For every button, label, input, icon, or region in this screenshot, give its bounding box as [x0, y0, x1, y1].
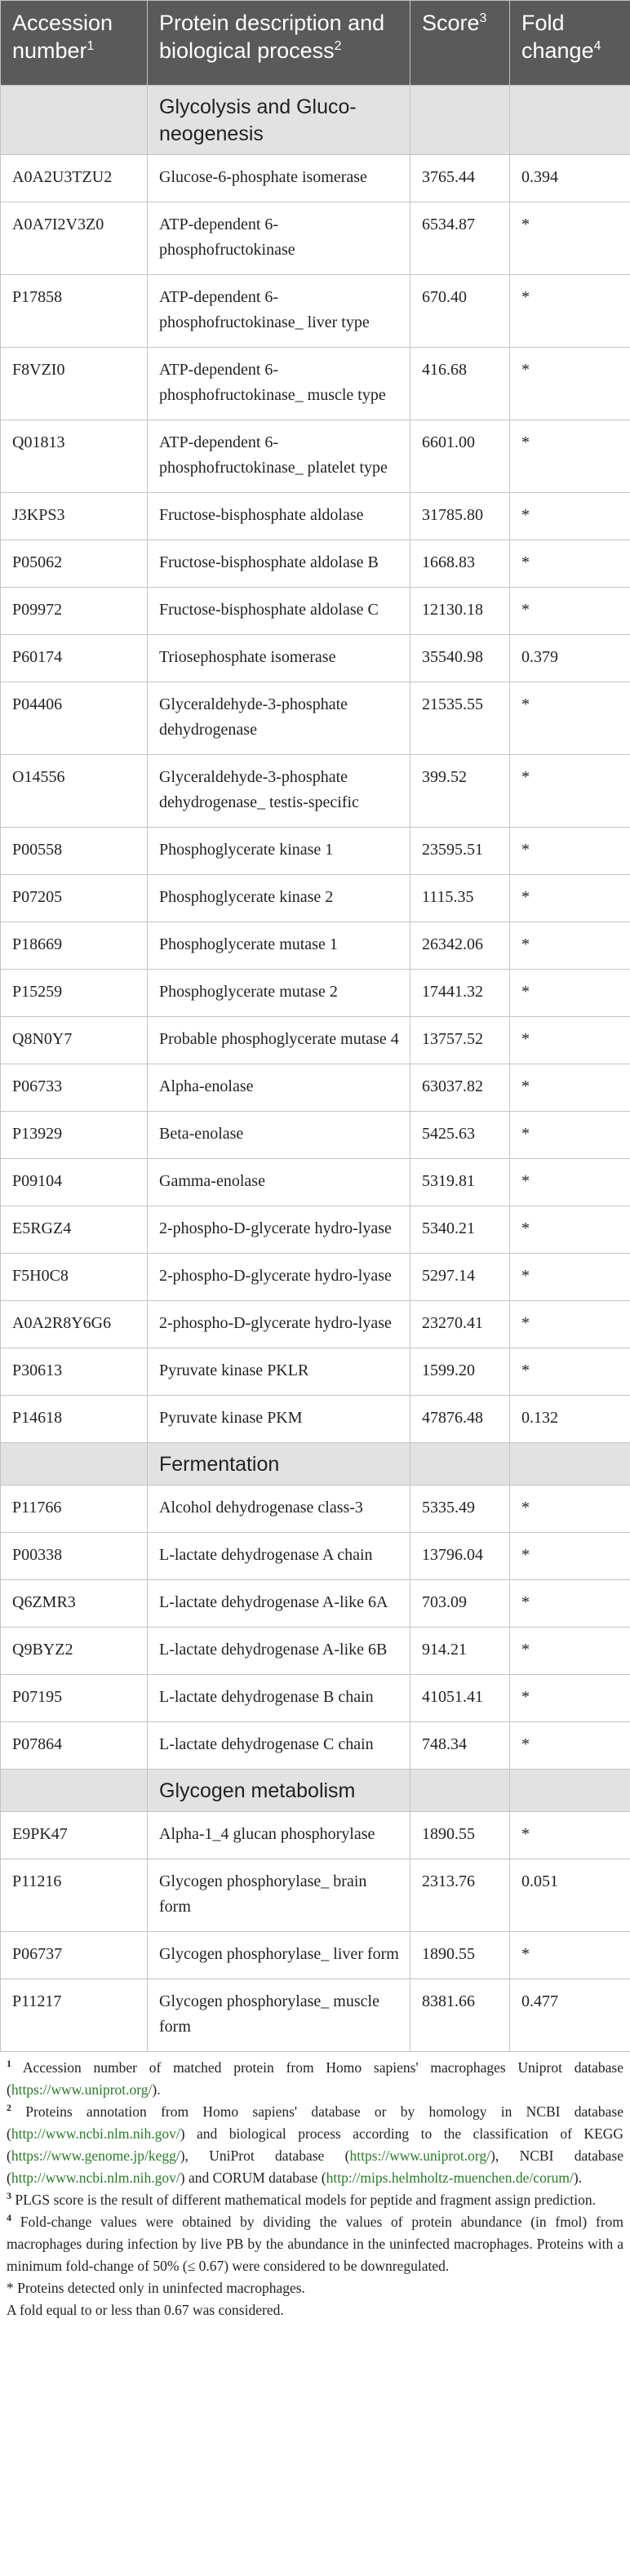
accession-cell: O14556 [1, 755, 148, 828]
accession-cell: P30613 [1, 1348, 148, 1396]
table-row [1, 1064, 630, 1112]
header-accession-label: Accession number [12, 11, 113, 63]
fold-change-cell: * [510, 1486, 630, 1533]
accession-cell: P11217 [1, 1979, 148, 2052]
section-title: Fermentation [148, 1443, 410, 1486]
table-row [1, 202, 630, 275]
fold-change-cell: * [510, 275, 630, 348]
accession-cell: J3KPS3 [1, 493, 148, 540]
ncbi-link[interactable]: http://www.ncbi.nlm.nih.gov/ [11, 2170, 180, 2186]
accession-cell: P60174 [1, 635, 148, 682]
fold-change-cell: * [510, 1206, 630, 1254]
table-row [1, 970, 630, 1017]
protein-description-cell: Glyceraldehyde-3-phosphate dehydrogenase [148, 682, 410, 755]
footnote-text: A fold equal to or less than 0.67 was considered. [7, 2302, 284, 2318]
table-row [1, 420, 630, 493]
protein-description-cell: Glyceraldehyde-3-phosphate dehydrogenase_ testis-specific [148, 755, 410, 828]
table-row [1, 1017, 630, 1064]
table-row [1, 1254, 630, 1301]
table-row [1, 588, 630, 635]
fold-change-cell: * [510, 1580, 630, 1628]
table-row [1, 540, 630, 588]
table-row [1, 1932, 630, 1979]
footnote-text: ). [573, 2170, 583, 2186]
section-empty-cell [1, 86, 148, 155]
table-row [1, 1486, 630, 1533]
accession-cell: P11216 [1, 1859, 148, 1932]
footnote-1 [7, 2057, 623, 2101]
score-cell: 1890.55 [410, 1932, 510, 1979]
accession-cell: P09972 [1, 588, 148, 635]
score-cell: 23270.41 [410, 1301, 510, 1348]
protein-description-cell: L-lactate dehydrogenase C chain [148, 1722, 410, 1770]
table-row [1, 1206, 630, 1254]
fold-change-cell: * [510, 755, 630, 828]
accession-cell: E9PK47 [1, 1812, 148, 1859]
fold-change-cell: * [510, 1628, 630, 1675]
accession-cell: P15259 [1, 970, 148, 1017]
protein-description-cell: Pyruvate kinase PKLR [148, 1348, 410, 1396]
fold-change-cell: * [510, 1533, 630, 1580]
section-empty-cell [410, 86, 510, 155]
footnote-text: ) and biological process according to the classification of KEGG ( [7, 2125, 623, 2164]
footnote-text: ) and CORUM database ( [180, 2170, 326, 2186]
accession-cell: P14618 [1, 1396, 148, 1443]
protein-description-cell: L-lactate dehydrogenase A-like 6B [148, 1628, 410, 1675]
fold-change-cell: * [510, 1675, 630, 1722]
fold-change-cell: * [510, 922, 630, 970]
protein-description-cell: ATP-dependent 6-phosphofructokinase_ platelet type [148, 420, 410, 493]
protein-description-cell: Alpha-1_4 glucan phosphorylase [148, 1812, 410, 1859]
header-score-label: Score [422, 11, 480, 35]
table-row [1, 1159, 630, 1206]
accession-cell: A0A2U3TZU2 [1, 155, 148, 202]
accession-cell: Q6ZMR3 [1, 1580, 148, 1628]
ncbi-link[interactable]: http://www.ncbi.nlm.nih.gov/ [11, 2125, 180, 2142]
score-cell: 17441.32 [410, 970, 510, 1017]
protein-description-cell: ATP-dependent 6-phosphofructokinase_ muscle type [148, 348, 410, 420]
table-row [1, 275, 630, 348]
score-cell: 41051.41 [410, 1675, 510, 1722]
footnote-ref-4: 4 [593, 39, 601, 53]
header-fold-label: Fold change [521, 11, 594, 63]
score-cell: 5319.81 [410, 1159, 510, 1206]
fold-change-cell: * [510, 1301, 630, 1348]
accession-cell: P11766 [1, 1486, 148, 1533]
protein-description-cell: Fructose-bisphosphate aldolase C [148, 588, 410, 635]
score-cell: 3765.44 [410, 155, 510, 202]
footnote-4 [7, 2211, 623, 2277]
score-cell: 748.34 [410, 1722, 510, 1770]
accession-cell: A0A7I2V3Z0 [1, 202, 148, 275]
fold-change-cell: 0.132 [510, 1396, 630, 1443]
accession-cell: P07864 [1, 1722, 148, 1770]
accession-cell: P05062 [1, 540, 148, 588]
table-row [1, 755, 630, 828]
footnote-text: Proteins annotation from Homo sapiens' database or by homology in NCBI database ( [7, 2103, 623, 2142]
score-cell: 5297.14 [410, 1254, 510, 1301]
footnote-ref-2: 2 [334, 39, 342, 53]
footnote-fold-threshold [7, 2299, 623, 2321]
accession-cell: P07205 [1, 875, 148, 922]
table-row [1, 1301, 630, 1348]
fold-change-cell: * [510, 1017, 630, 1064]
section-title: Glycogen metabolism [148, 1770, 410, 1812]
footnote-text: ). [152, 2081, 161, 2098]
table-row [1, 1979, 630, 2052]
score-cell: 23595.51 [410, 828, 510, 875]
footnote-text: * Proteins detected only in uninfected macrophages. [7, 2280, 305, 2296]
header-fold [510, 1, 630, 86]
score-cell: 1115.35 [410, 875, 510, 922]
fold-change-cell: * [510, 1064, 630, 1112]
footnote-marker: 1 [7, 2058, 11, 2070]
footnote-marker: 3 [7, 2190, 11, 2202]
footnote-ref-3: 3 [479, 11, 487, 25]
accession-cell: P09104 [1, 1159, 148, 1206]
protein-description-cell: Phosphoglycerate kinase 2 [148, 875, 410, 922]
footnote-marker: 2 [7, 2102, 11, 2114]
section-empty-cell [410, 1770, 510, 1812]
table-row [1, 1112, 630, 1159]
table-header [1, 1, 630, 86]
protein-description-cell: Alpha-enolase [148, 1064, 410, 1112]
footnote-asterisk [7, 2277, 623, 2299]
table-row [1, 635, 630, 682]
accession-cell: P17858 [1, 275, 148, 348]
footnote-text: Fold-change values were obtained by dividing the values of protein abundance (in fmol) from macrophages during infection by live PB by the abundance in the uninfected macrophages. Proteins with a minimum fold-change of 50% (≤ 0.67) were considered to be downregulated. [7, 2214, 624, 2274]
table-row [1, 875, 630, 922]
section-header-row [1, 1770, 630, 1812]
table-body [1, 86, 630, 2052]
fold-change-cell: * [510, 1159, 630, 1206]
accession-cell: P06737 [1, 1932, 148, 1979]
protein-description-cell: Glycogen phosphorylase_ brain form [148, 1859, 410, 1932]
protein-description-cell: L-lactate dehydrogenase A-like 6A [148, 1580, 410, 1628]
score-cell: 26342.06 [410, 922, 510, 970]
fold-change-cell: * [510, 682, 630, 755]
table-row [1, 348, 630, 420]
table-row [1, 1675, 630, 1722]
footnote-text: ), NCBI database ( [7, 2147, 623, 2186]
accession-cell: Q01813 [1, 420, 148, 493]
fold-change-cell: * [510, 1112, 630, 1159]
protein-description-cell: L-lactate dehydrogenase B chain [148, 1675, 410, 1722]
fold-change-cell: 0.379 [510, 635, 630, 682]
accession-cell: Q8N0Y7 [1, 1017, 148, 1064]
table-row [1, 1580, 630, 1628]
kegg-link[interactable]: https://www.genome.jp/kegg/ [11, 2147, 180, 2164]
score-cell: 12130.18 [410, 588, 510, 635]
protein-description-cell: ATP-dependent 6-phosphofructokinase_ liver type [148, 275, 410, 348]
score-cell: 6601.00 [410, 420, 510, 493]
protein-description-cell: Glucose-6-phosphate isomerase [148, 155, 410, 202]
protein-description-cell: Phosphoglycerate mutase 1 [148, 922, 410, 970]
protein-description-cell: Glycogen phosphorylase_ muscle form [148, 1979, 410, 2052]
score-cell: 1668.83 [410, 540, 510, 588]
score-cell: 21535.55 [410, 682, 510, 755]
footnote-text: PLGS score is the result of different mathematical models for peptide and fragment assign prediction. [15, 2192, 597, 2208]
accession-cell: P07195 [1, 1675, 148, 1722]
fold-change-cell: * [510, 1932, 630, 1979]
protein-description-cell: ATP-dependent 6-phosphofructokinase [148, 202, 410, 275]
score-cell: 31785.80 [410, 493, 510, 540]
section-empty-cell [1, 1443, 148, 1486]
protein-description-cell: Probable phosphoglycerate mutase 4 [148, 1017, 410, 1064]
accession-cell: F8VZI0 [1, 348, 148, 420]
protein-description-cell: Fructose-bisphosphate aldolase B [148, 540, 410, 588]
accession-cell: P04406 [1, 682, 148, 755]
protein-description-cell: Phosphoglycerate kinase 1 [148, 828, 410, 875]
table-row [1, 493, 630, 540]
score-cell: 2313.76 [410, 1859, 510, 1932]
fold-change-cell: * [510, 493, 630, 540]
fold-change-cell: 0.477 [510, 1979, 630, 2052]
score-cell: 914.21 [410, 1628, 510, 1675]
footnote-text: ), UniProt database ( [180, 2147, 350, 2164]
score-cell: 399.52 [410, 755, 510, 828]
footnote-ref-1: 1 [87, 39, 95, 53]
table-row [1, 682, 630, 755]
fold-change-cell: * [510, 202, 630, 275]
fold-change-cell: * [510, 588, 630, 635]
uniprot-link[interactable]: https://www.uniprot.org/ [349, 2147, 491, 2164]
score-cell: 5335.49 [410, 1486, 510, 1533]
corum-link[interactable]: http://mips.helmholtz-muenchen.de/corum/ [326, 2170, 574, 2186]
section-empty-cell [510, 1443, 630, 1486]
footnote-marker: 4 [7, 2212, 11, 2224]
section-empty-cell [510, 1770, 630, 1812]
fold-change-cell: * [510, 970, 630, 1017]
protein-description-cell: Phosphoglycerate mutase 2 [148, 970, 410, 1017]
section-empty-cell [510, 86, 630, 155]
fold-change-cell: * [510, 420, 630, 493]
footnote-text: Accession number of matched protein from Homo sapiens' macrophages Uniprot database ( [7, 2059, 623, 2098]
fold-change-cell: * [510, 1254, 630, 1301]
footnote-2 [7, 2101, 623, 2189]
score-cell: 1890.55 [410, 1812, 510, 1859]
accession-cell: Q9BYZ2 [1, 1628, 148, 1675]
score-cell: 5425.63 [410, 1112, 510, 1159]
section-header-row [1, 1443, 630, 1486]
fold-change-cell: * [510, 1348, 630, 1396]
accession-cell: E5RGZ4 [1, 1206, 148, 1254]
score-cell: 13796.04 [410, 1533, 510, 1580]
fold-change-cell: * [510, 540, 630, 588]
fold-change-cell: 0.051 [510, 1859, 630, 1932]
fold-change-cell: * [510, 348, 630, 420]
fold-change-cell: * [510, 1812, 630, 1859]
score-cell: 13757.52 [410, 1017, 510, 1064]
protein-description-cell: 2-phospho-D-glycerate hydro-lyase [148, 1301, 410, 1348]
score-cell: 670.40 [410, 275, 510, 348]
header-protein [148, 1, 410, 86]
fold-change-cell: * [510, 828, 630, 875]
score-cell: 63037.82 [410, 1064, 510, 1112]
table-row [1, 1396, 630, 1443]
protein-description-cell: 2-phospho-D-glycerate hydro-lyase [148, 1206, 410, 1254]
footnotes [0, 2052, 630, 2321]
fold-change-cell: 0.394 [510, 155, 630, 202]
fold-change-cell: * [510, 875, 630, 922]
fold-change-cell: * [510, 1722, 630, 1770]
accession-cell: P00338 [1, 1533, 148, 1580]
table-row [1, 1812, 630, 1859]
uniprot-link[interactable]: https://www.uniprot.org/ [11, 2081, 153, 2098]
section-title: Glycolysis and Gluco-neogenesis [148, 86, 410, 155]
header-score [410, 1, 510, 86]
protein-description-cell: 2-phospho-D-glycerate hydro-lyase [148, 1254, 410, 1301]
score-cell: 35540.98 [410, 635, 510, 682]
header-accession [1, 1, 148, 86]
score-cell: 416.68 [410, 348, 510, 420]
accession-cell: A0A2R8Y6G6 [1, 1301, 148, 1348]
score-cell: 5340.21 [410, 1206, 510, 1254]
protein-description-cell: Fructose-bisphosphate aldolase [148, 493, 410, 540]
score-cell: 47876.48 [410, 1396, 510, 1443]
accession-cell: F5H0C8 [1, 1254, 148, 1301]
table-row [1, 1533, 630, 1580]
protein-description-cell: Alcohol dehydrogenase class-3 [148, 1486, 410, 1533]
table-row [1, 1859, 630, 1932]
footnote-3 [7, 2189, 623, 2211]
protein-description-cell: Triosephosphate isomerase [148, 635, 410, 682]
table-row [1, 828, 630, 875]
table-row [1, 155, 630, 202]
score-cell: 1599.20 [410, 1348, 510, 1396]
accession-cell: P13929 [1, 1112, 148, 1159]
table-row [1, 1722, 630, 1770]
header-protein-label: Protein description and biological process [159, 11, 385, 63]
section-empty-cell [1, 1770, 148, 1812]
accession-cell: P06733 [1, 1064, 148, 1112]
score-cell: 703.09 [410, 1580, 510, 1628]
section-empty-cell [410, 1443, 510, 1486]
table-row [1, 1628, 630, 1675]
protein-description-cell: Pyruvate kinase PKM [148, 1396, 410, 1443]
score-cell: 8381.66 [410, 1979, 510, 2052]
accession-cell: P18669 [1, 922, 148, 970]
protein-description-cell: Glycogen phosphorylase_ liver form [148, 1932, 410, 1979]
protein-description-cell: L-lactate dehydrogenase A chain [148, 1533, 410, 1580]
protein-description-cell: Beta-enolase [148, 1112, 410, 1159]
section-header-row [1, 86, 630, 155]
protein-description-cell: Gamma-enolase [148, 1159, 410, 1206]
table-row [1, 922, 630, 970]
table-row [1, 1348, 630, 1396]
accession-cell: P00558 [1, 828, 148, 875]
score-cell: 6534.87 [410, 202, 510, 275]
